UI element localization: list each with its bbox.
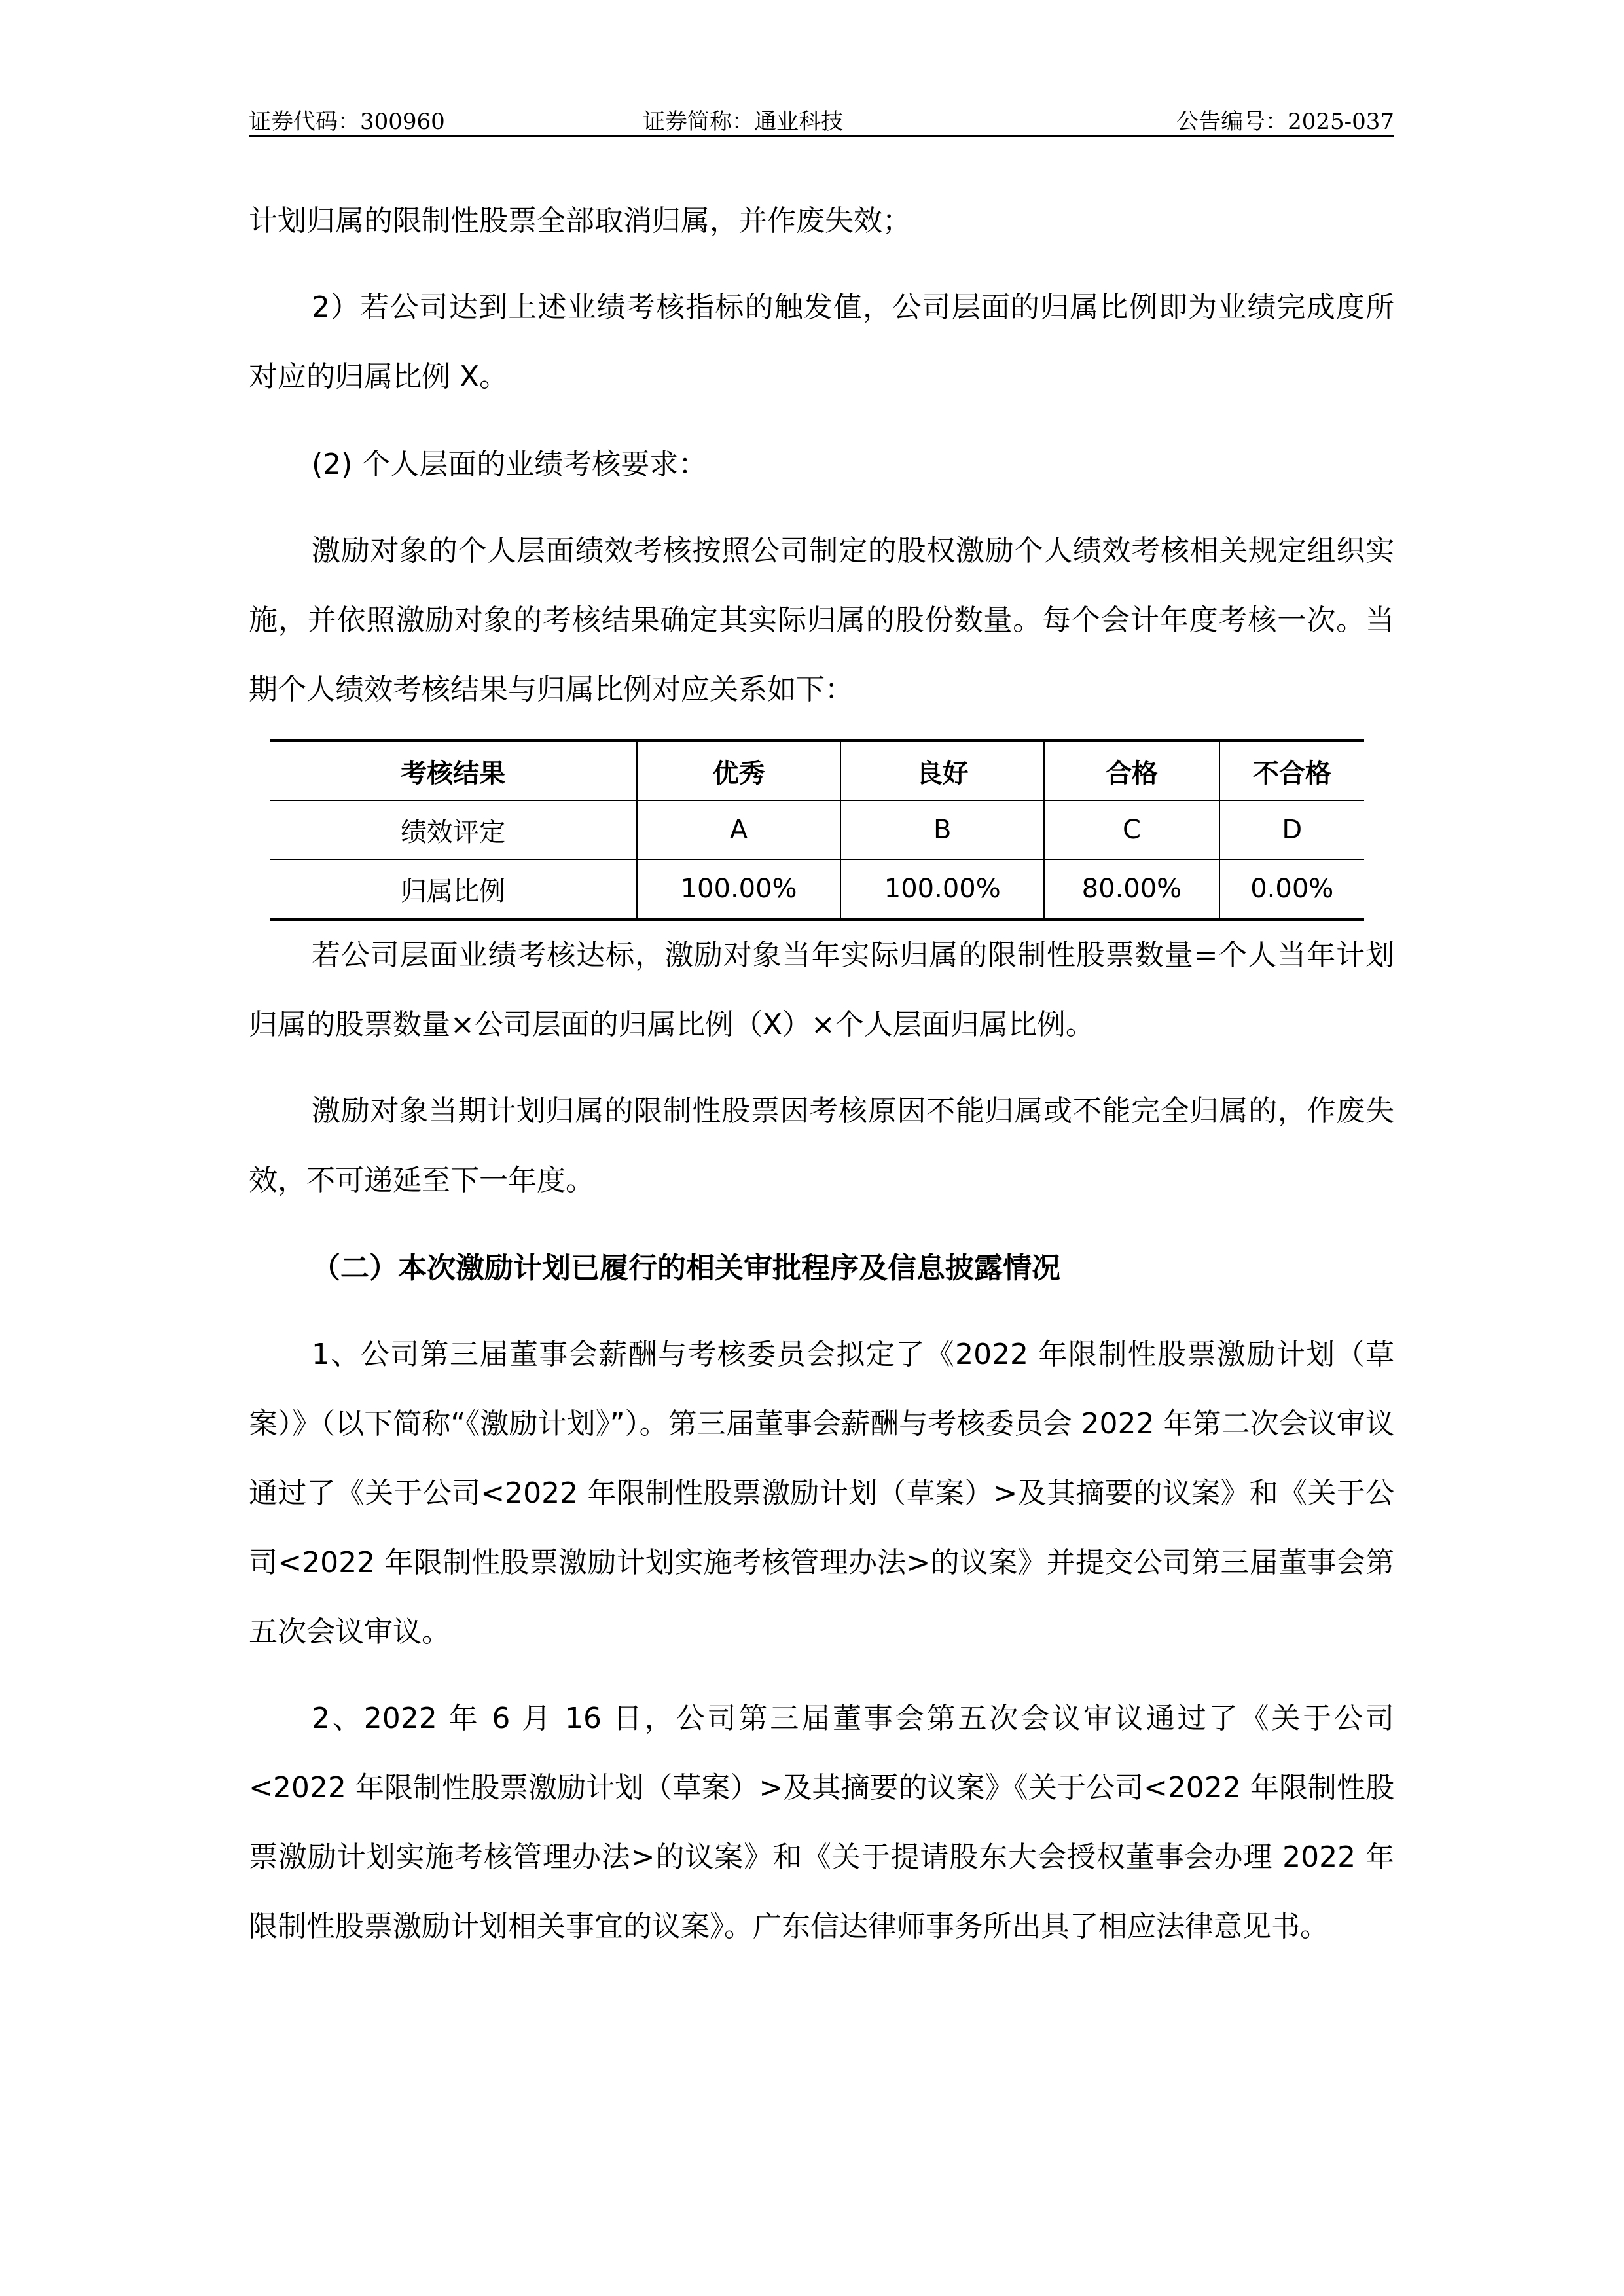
paragraph: 激励对象的个人层面绩效考核按照公司制定的股权激励个人绩效考核相关规定组织实施，并依照激励对象的考核结果确定其实际归属的股份数量。每个会计年度考核一次。当期个人绩效考核结果与归属比例对应关系如下： — [249, 534, 1394, 706]
table-cell: B — [840, 800, 1044, 859]
document-body — [249, 187, 1394, 1962]
table-header-cell: 良好 — [840, 741, 1044, 801]
announcement-number: 公告编号：2025-037 — [1176, 109, 1394, 135]
table-cell: D — [1219, 800, 1364, 859]
table-row — [270, 800, 1364, 859]
table-cell: A — [637, 800, 840, 859]
paragraph: 1、公司第三届董事会薪酬与考核委员会拟定了《2022 年限制性股票激励计划（草案）》（以下简称“《激励计划》”）。第三届董事会薪酬与考核委员会 2022 年第二次会议审议通过了《关于公司<2022 年限制性股票激励计划（草案）>及其摘要的议案》和《关于公司<2022 年限制性股票激励计划实施考核管理办法>的议案》并提交公司第三届董事会第五次会议审议。 — [249, 1338, 1394, 1649]
paragraph: 2、2022 年 6 月 16 日，公司第三届董事会第五次会议审议通过了《关于公司<2022 年限制性股票激励计划（草案）>及其摘要的议案》《关于公司<2022 年限制性股票激励计划实施考核管理办法>的议案》和《关于提请股东大会授权董事会办理 2022 年限制性股票激励计划相关事宜的议案》。广东信达律师事务所出具了相应法律意见书。 — [249, 1702, 1394, 1943]
paragraph: 若公司层面业绩考核达标，激励对象当年实际归属的限制性股票数量=个人当年计划归属的股票数量×公司层面的归属比例（X）×个人层面归属比例。 — [249, 939, 1394, 1041]
performance-ratio-table — [270, 739, 1364, 921]
header-rule — [249, 135, 1394, 137]
table-row — [270, 859, 1364, 920]
stock-name: 证券简称：通业科技 — [643, 109, 843, 135]
table-cell: C — [1044, 800, 1219, 859]
table-cell: 归属比例 — [270, 859, 637, 920]
table-header-cell: 不合格 — [1219, 741, 1364, 801]
table-header-row — [270, 741, 1364, 801]
table-cell: 0.00% — [1219, 859, 1364, 920]
subsection-heading: (2) 个人层面的业绩考核要求： — [312, 448, 708, 481]
stock-code: 证券代码：300960 — [249, 109, 445, 135]
table-header-cell: 合格 — [1044, 741, 1219, 801]
paragraph: 2）若公司达到上述业绩考核指标的触发值，公司层面的归属比例即为业绩完成度所对应的归属比例 X。 — [249, 291, 1394, 393]
page-header — [249, 98, 1394, 137]
table-cell: 100.00% — [840, 859, 1044, 920]
section-heading: （二）本次激励计划已履行的相关审批程序及信息披露情况 — [312, 1251, 1060, 1285]
table-cell: 80.00% — [1044, 859, 1219, 920]
paragraph: 激励对象当期计划归属的限制性股票因考核原因不能归属或不能完全归属的，作废失效，不可递延至下一年度。 — [249, 1094, 1394, 1197]
table-header-cell: 优秀 — [637, 741, 840, 801]
table-header-cell: 考核结果 — [270, 741, 637, 801]
paragraph: 计划归属的限制性股票全部取消归属，并作废失效； — [249, 204, 911, 238]
table-cell: 绩效评定 — [270, 800, 637, 859]
table-cell: 100.00% — [637, 859, 840, 920]
